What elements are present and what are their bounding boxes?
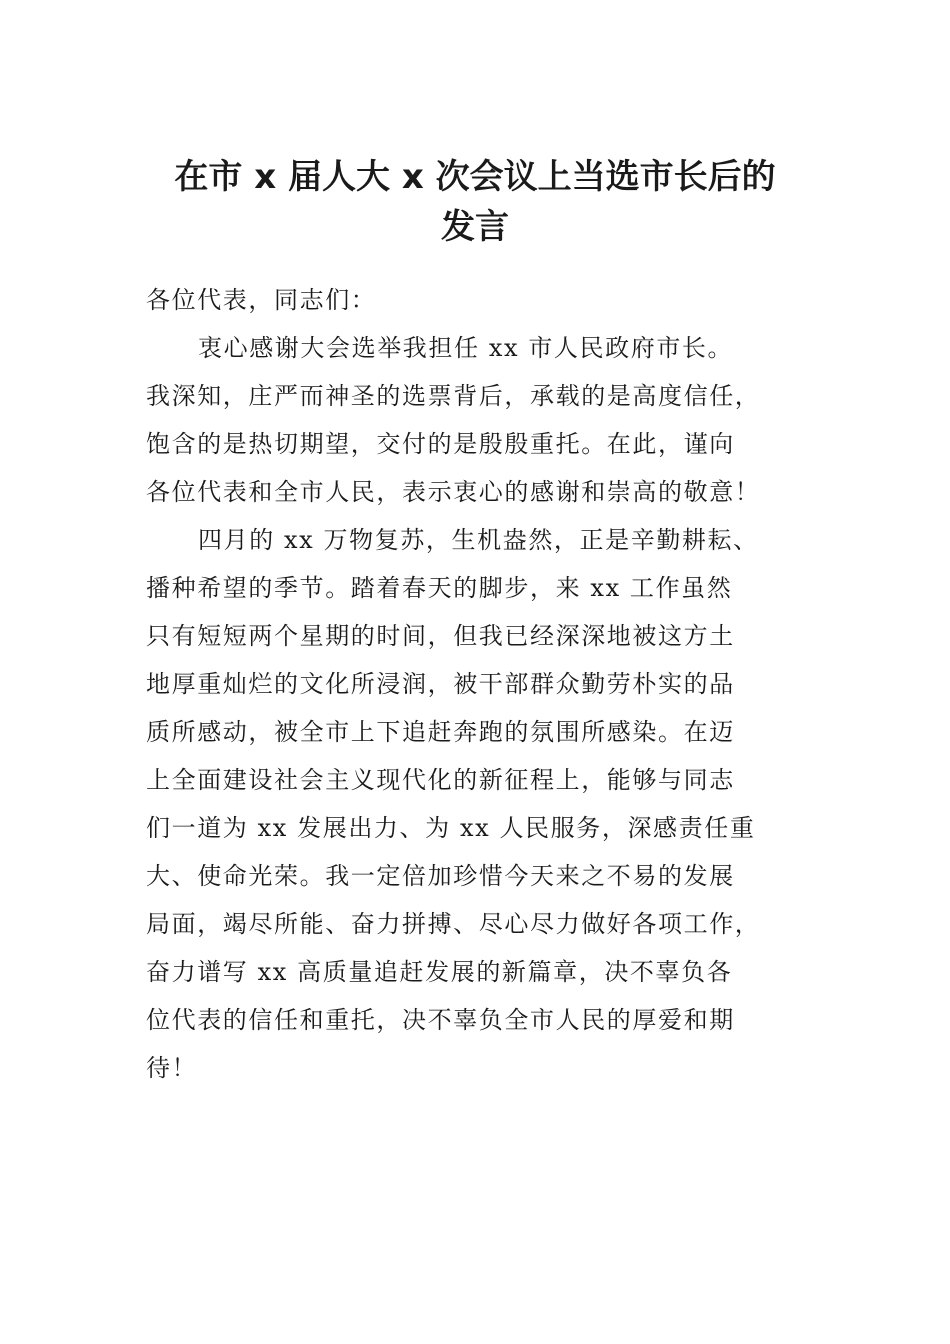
paragraph-2-line: 地厚重灿烂的文化所浸润，被干部群众勤劳朴实的品 [146,670,735,698]
salutation: 各位代表，同志们： [146,286,377,314]
paragraph-2-line: 奋力谱写 xx 高质量追赶发展的新篇章，决不辜负各 [146,958,733,986]
paragraph-2-line: 只有短短两个星期的时间，但我已经深深地被这方土 [146,622,735,650]
paragraph-1-line: 各位代表和全市人民，表示衷心的感谢和崇高的敬意！ [146,478,761,506]
paragraph-2-line: 局面，竭尽所能、奋力拼搏、尽心尽力做好各项工作， [146,910,761,938]
paragraph-2-line: 大、使命光荣。我一定倍加珍惜今天来之不易的发展 [146,862,735,890]
paragraph-2-line: 位代表的信任和重托，决不辜负全市人民的厚爱和期 [146,1006,735,1034]
paragraph-2-line: 质所感动，被全市上下追赶奔跑的氛围所感染。在迈 [146,718,735,746]
paragraph-2-line: 待！ [146,1054,198,1082]
title-line-1: 在市 x 届人大 x 次会议上当选市长后的 [174,157,776,197]
title-line-2: 发言 [441,207,509,247]
paragraph-1-line: 我深知，庄严而神圣的选票背后，承载的是高度信任， [146,382,761,410]
document-body [146,276,826,1092]
paragraph-2-line: 播种希望的季节。踏着春天的脚步，来 xx 工作虽然 [146,574,733,602]
paragraph-2-line: 上全面建设社会主义现代化的新征程上，能够与同志 [146,766,735,794]
paragraph-1-line: 衷心感谢大会选举我担任 xx 市人民政府市长。 [198,334,734,362]
document-title [120,152,830,252]
paragraph-2-line: 四月的 xx 万物复苏，生机盎然，正是辛勤耕耘、 [198,526,759,554]
paragraph-1-line: 饱含的是热切期望，交付的是殷殷重托。在此，谨向 [146,430,735,458]
paragraph-2-line: 们一道为 xx 发展出力、为 xx 人民服务，深感责任重 [146,814,756,842]
